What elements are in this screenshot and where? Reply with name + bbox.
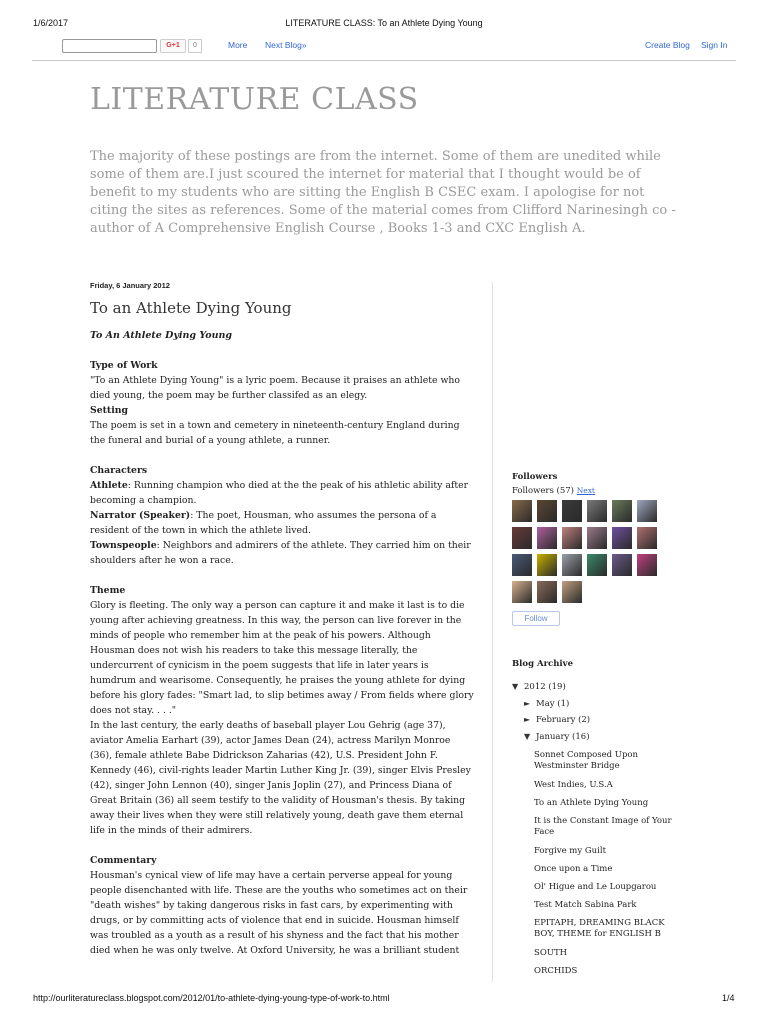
athlete-entry: [90, 478, 475, 508]
follower-avatar[interactable]: [562, 554, 582, 576]
follower-avatar[interactable]: [612, 554, 632, 576]
post-date: Friday, 6 January 2012: [90, 281, 170, 290]
follower-avatar[interactable]: [537, 500, 557, 522]
followers-next-link[interactable]: Next: [576, 486, 595, 495]
follower-avatar[interactable]: [537, 527, 557, 549]
collapse-arrow-icon[interactable]: ►: [524, 715, 531, 724]
follower-avatar[interactable]: [637, 527, 657, 549]
archive-post-link[interactable]: Test Match Sabina Park: [534, 900, 637, 910]
more-link[interactable]: More: [228, 40, 248, 50]
theme-heading: Theme: [90, 585, 126, 596]
athlete-text: : Running champion who died at the the peak of his athletic ability after becoming a champion.: [90, 480, 469, 506]
commentary-heading: Commentary: [90, 855, 157, 866]
follower-avatar[interactable]: [512, 581, 532, 603]
followers-widget: [512, 472, 672, 626]
archive-post-link[interactable]: It is the Constant Image of Your Face: [534, 816, 672, 837]
townspeople-text: : Neighbors and admirers of the athlete. They carried him on their shoulders after he won a race.: [90, 540, 471, 566]
print-page-number: 1/4: [722, 993, 735, 1003]
blog-title[interactable]: LITERATURE CLASS: [90, 82, 419, 117]
archive-post-link[interactable]: Once upon a Time: [534, 864, 613, 874]
narrator-label: Narrator (Speaker): [90, 510, 191, 521]
setting-heading: Setting: [90, 405, 129, 416]
archive-month-label[interactable]: January (16): [536, 732, 590, 742]
print-url: http://ourliteratureclass.blogspot.com/2012/01/to-athlete-dying-young-type-of-work-to.html: [33, 993, 390, 1003]
follower-avatar[interactable]: [537, 554, 557, 576]
archive-post-link[interactable]: SOUTH: [534, 948, 568, 958]
archive-post-link[interactable]: To an Athlete Dying Young: [534, 798, 649, 808]
post-title[interactable]: To an Athlete Dying Young: [90, 299, 292, 317]
follower-avatar[interactable]: [537, 581, 557, 603]
follower-avatar[interactable]: [612, 500, 632, 522]
print-title: LITERATURE CLASS: To an Athlete Dying Young: [285, 18, 483, 28]
blog-archive-heading: Blog Archive: [512, 659, 573, 669]
type-text: "To an Athlete Dying Young" is a lyric poem. Because it praises an athlete who died young, the poem may be further classifed as an elegy.: [90, 375, 461, 401]
create-blog-link[interactable]: Create Blog: [645, 40, 690, 50]
follower-avatar[interactable]: [512, 554, 532, 576]
follower-avatar[interactable]: [562, 500, 582, 522]
next-blog-link[interactable]: Next Blog»: [265, 40, 307, 50]
follower-avatar[interactable]: [562, 527, 582, 549]
archive-month-may[interactable]: [524, 699, 569, 709]
athlete-label: Athlete: [90, 480, 128, 491]
follower-avatar[interactable]: [587, 500, 607, 522]
follower-avatar[interactable]: [612, 527, 632, 549]
archive-month-label[interactable]: February (2): [536, 715, 591, 725]
follower-avatar[interactable]: [637, 554, 657, 576]
blogger-navbar: [32, 38, 736, 56]
followers-count-line: [512, 486, 672, 496]
archive-post-link[interactable]: ORCHIDS: [534, 966, 578, 976]
archive-year-2012[interactable]: [512, 682, 566, 692]
followers-heading: Followers: [512, 472, 558, 482]
archive-post-link[interactable]: Forgive my Guilt: [534, 846, 606, 856]
archive-month-february[interactable]: [524, 715, 590, 725]
post-body: [90, 278, 475, 958]
narrator-text: : The poet, Housman, who assumes the persona of a resident of the town in which the athlete lived.: [90, 510, 437, 536]
follower-avatar[interactable]: [512, 500, 532, 522]
gplus-count: 0: [188, 39, 202, 53]
gplus-button[interactable]: G+1: [160, 39, 186, 53]
followers-count: Followers (57): [512, 486, 574, 496]
archive-post-link[interactable]: Sonnet Composed Upon Westminster Bridge: [534, 750, 639, 771]
expand-arrow-icon[interactable]: ▼: [512, 682, 519, 691]
archive-post-link[interactable]: EPITAPH, DREAMING BLACK BOY, THEME for ENGLISH B: [534, 918, 665, 939]
sign-in-link[interactable]: Sign In: [701, 40, 728, 50]
collapse-arrow-icon[interactable]: ►: [524, 699, 531, 708]
setting-text: The poem is set in a town and cemetery in nineteenth-century England during the funeral and burial of a young athlete, a runner.: [90, 420, 460, 446]
expand-arrow-icon[interactable]: ▼: [524, 732, 531, 741]
archive-post-link[interactable]: West Indies, U.S.A: [534, 780, 613, 790]
commentary-text: Housman's cynical view of life may have a certain perverse appeal for young people disenchanted with life. These are the youths who sometimes act on their "death wishes" by taking dangerous risks in fast cars, by experimenting with drugs, or by committing acts of violence that end in suicide. Housman himself was troubled as a youth as a result of his shyness and the fact that his mother died when he was only twelve. At Oxford University, he was a brilliant student: [90, 870, 468, 956]
theme-text-2: In the last century, the early deaths of baseball player Lou Gehrig (age 37), aviator Amelia Earhart (39), actor James Dean (24), actress Marilyn Monroe (36), female athlete Babe Didrickson Zaharias (42), U.S. President John F. Kennedy (46), civil-rights leader Martin Luther King Jr. (39), singer Elvis Presley (42), singer John Lennon (40), singer Janis Joplin (27), and Princess Diana of Great Britain (36) all seem testify to the validity of Housman's thesis. By taking away their lives when they were still relatively young, death gave them eternal life in the minds of their admirers.: [90, 720, 471, 836]
print-date: 1/6/2017: [33, 18, 69, 28]
follower-avatar[interactable]: [512, 527, 532, 549]
townspeople-entry: [90, 538, 475, 568]
follower-avatar[interactable]: [587, 554, 607, 576]
type-heading: Type of Work: [90, 360, 158, 371]
follow-button[interactable]: Follow: [512, 611, 560, 626]
characters-heading: Characters: [90, 465, 148, 476]
archive-post-link[interactable]: Ol' Higue and Le Loupgarou: [534, 882, 657, 892]
followers-avatar-grid: [512, 500, 672, 603]
search-input[interactable]: [62, 39, 157, 53]
follower-avatar[interactable]: [637, 500, 657, 522]
theme-text-1: Glory is fleeting. The only way a person can capture it and make it last is to die young after achieving greatness. In this way, the person can live forever in the minds of people who remember him at the peak of his powers. Although Housman does not wish his readers to take this message literally, the undercurrent of cynicism in the poem suggests that life in later years is humdrum and wearisome. Consequently, he praises the young athlete for dying before his glory fades: "Smart lad, to slip betimes away / From fields where glory does not stay. . . .": [90, 600, 474, 716]
townspeople-label: Townspeople: [90, 540, 157, 551]
archive-month-january[interactable]: [524, 732, 590, 742]
post-subtitle: To An Athlete Dying Young: [90, 330, 233, 341]
archive-year-label[interactable]: 2012 (19): [524, 682, 566, 692]
narrator-entry: [90, 508, 475, 538]
follower-avatar[interactable]: [562, 581, 582, 603]
blog-description: The majority of these postings are from the internet. Some of them are unedited while some of them are.I just scoured the internet for material that I thought would be of benefit to my students who are sitting the English B CSEC exam. I apologise for not citing the sites as references. Some of the material comes from Clifford Narinesingh co - author of A Comprehensive English Course , Books 1-3 and CXC English A.: [90, 149, 676, 236]
follower-avatar[interactable]: [587, 527, 607, 549]
column-divider: [492, 282, 493, 982]
archive-month-label[interactable]: May (1): [536, 699, 570, 709]
navbar-divider: [32, 60, 736, 61]
